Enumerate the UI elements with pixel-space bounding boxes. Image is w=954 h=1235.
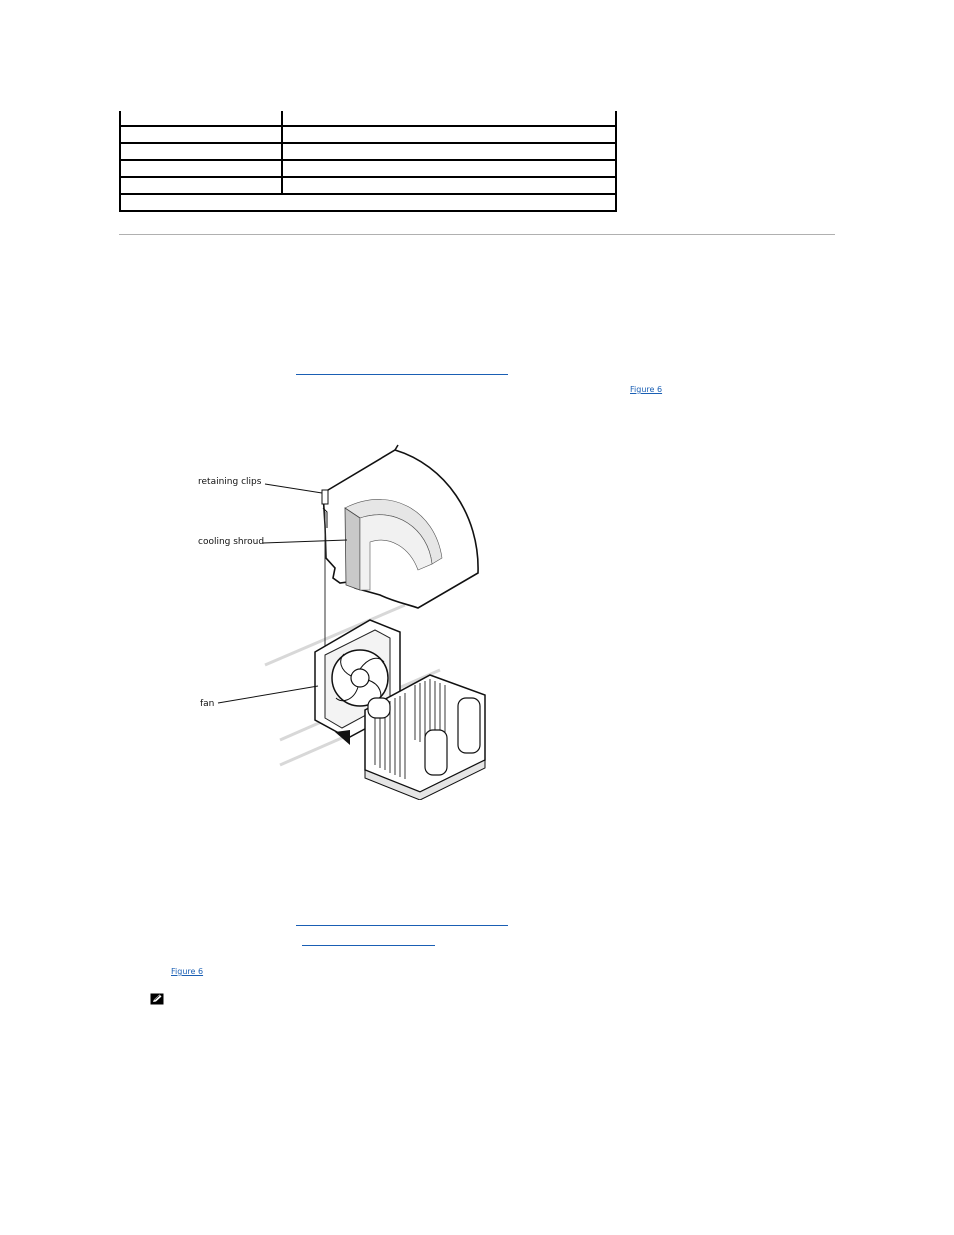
remove-cover-link-2[interactable] [296, 925, 508, 926]
cooling-shroud-figure [190, 440, 510, 800]
callout-fan: fan [200, 699, 215, 709]
table-column-divider [281, 111, 283, 193]
table-row-divider [119, 142, 617, 144]
spec-table [119, 111, 617, 212]
figure-6-link-bottom[interactable]: Figure 6 [171, 967, 204, 976]
table-row-divider [119, 159, 617, 161]
remove-cover-link[interactable] [296, 374, 508, 375]
figure-6-link-top[interactable]: Figure 6 [630, 385, 663, 394]
callout-cooling-shroud: cooling shroud [198, 537, 265, 547]
short-link[interactable] [302, 945, 435, 946]
callout-retaining-clips: retaining clips [198, 477, 262, 487]
table-row-divider [119, 176, 617, 178]
table-row-divider [119, 193, 617, 195]
section-divider [119, 234, 835, 235]
table-bottom-border [119, 210, 617, 212]
pencil-note-icon [150, 993, 164, 1005]
table-row-divider [119, 125, 617, 127]
